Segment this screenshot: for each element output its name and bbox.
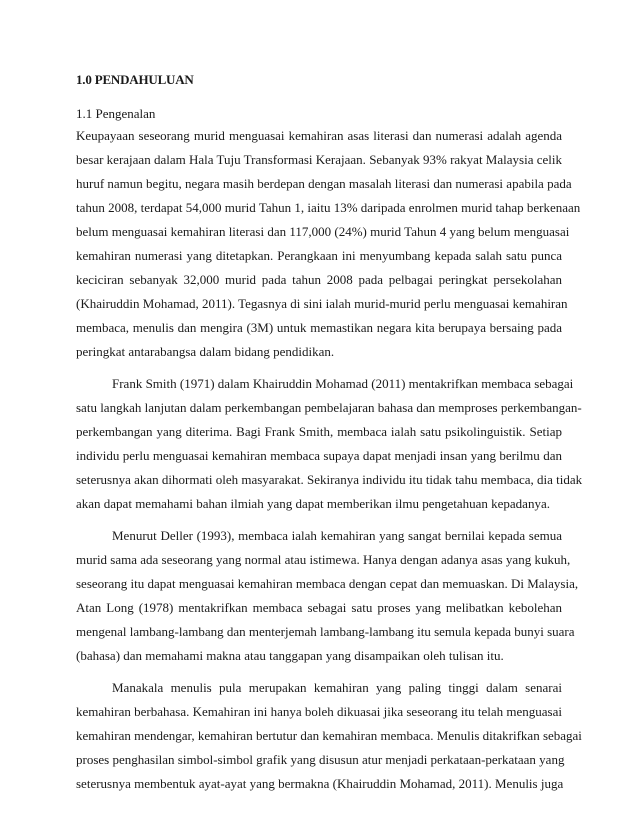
paragraph-1-line: membaca, menulis dan mengira (3M) untuk memastikan negara kita berupaya bersaing pada bbox=[76, 320, 562, 335]
paragraph-4-line: kemahiran berbahasa. Kemahiran ini hanya boleh dikuasai jika seseorang itu telah menguasai bbox=[76, 704, 562, 719]
paragraph-2-line: seterusnya akan dihormati oleh masyarakat. Sekiranya individu itu tidak tahu membaca, dia tidak bbox=[76, 472, 583, 487]
paragraph-1-line: tahun 2008, terdapat 54,000 murid Tahun 1, iaitu 13% daripada enrolmen murid tahap berkenaan bbox=[76, 200, 581, 215]
paragraph-3-line: Menurut Deller (1993), membaca ialah kemahiran yang sangat bernilai kepada semua bbox=[112, 528, 562, 543]
paragraph-3-line: seseorang itu dapat menguasai kemahiran membaca dengan cepat dan memuaskan. Di Malaysia, bbox=[76, 576, 579, 591]
paragraph-3-line: murid sama ada seseorang yang normal atau istimewa. Hanya dengan adanya asas yang kukuh, bbox=[76, 552, 571, 567]
paragraph-1-line: (Khairuddin Mohamad, 2011). Tegasnya di sini ialah murid-murid perlu menguasai kemahiran bbox=[76, 296, 568, 311]
paragraph-2-line: Frank Smith (1971) dalam Khairuddin Mohamad (2011) mentakrifkan membaca sebagai bbox=[112, 376, 574, 391]
paragraph-2-line: individu perlu menguasai kemahiran membaca supaya dapat menjadi insan yang berilmu dan bbox=[76, 448, 562, 463]
paragraph-3-line: (bahasa) dan memahami makna atau tanggapan yang disampaikan oleh tulisan itu. bbox=[76, 648, 504, 663]
paragraph-1-line: huruf namun begitu, negara masih berdepan dengan masalah literasi dan numerasi apabila pada bbox=[76, 176, 572, 191]
paragraph-1-line: Keupayaan seseorang murid menguasai kemahiran asas literasi dan numerasi adalah agenda bbox=[76, 128, 562, 143]
paragraph-4-line: seterusnya membentuk ayat-ayat yang bermakna (Khairuddin Mohamad, 2011). Menulis juga bbox=[76, 776, 564, 791]
paragraph-1-line: besar kerajaan dalam Hala Tuju Transformasi Kerajaan. Sebanyak 93% rakyat Malaysia celik bbox=[76, 152, 562, 167]
paragraph-2-line: satu langkah lanjutan dalam perkembangan pembelajaran bahasa dan memproses perkembangan- bbox=[76, 400, 582, 415]
paragraph-3-line: Atan Long (1978) mentakrifkan membaca sebagai satu proses yang melibatkan kebolehan bbox=[76, 600, 562, 615]
paragraph-3-line: mengenal lambang-lambang dan menterjemah lambang-lambang itu semula kepada bunyi suara bbox=[76, 624, 575, 639]
paragraph-1-line: belum menguasai kemahiran literasi dan 117,000 (24%) murid Tahun 4 yang belum menguasai bbox=[76, 224, 570, 239]
subsection-heading: 1.1 Pengenalan bbox=[76, 106, 156, 121]
paragraph-2-line: perkembangan yang diterima. Bagi Frank Smith, membaca ialah satu psikolinguistik. Setiap bbox=[76, 424, 562, 439]
paragraph-1-line: kemahiran numerasi yang ditetapkan. Perangkaan ini menyumbang kepada salah satu punca bbox=[76, 248, 562, 263]
paragraph-4-line: proses penghasilan simbol-simbol grafik yang disusun atur menjadi perkataan-perkataan yang bbox=[76, 752, 565, 767]
paragraph-1-line: peringkat antarabangsa dalam bidang pendidikan. bbox=[76, 344, 335, 359]
paragraph-4-line: kemahiran mendengar, kemahiran bertutur dan kemahiran membaca. Menulis ditakrifkan sebagai bbox=[76, 728, 582, 743]
paragraph-2-line: akan dapat memahami bahan ilmiah yang dapat memberikan ilmu pengetahuan kepadanya. bbox=[76, 496, 550, 511]
paragraph-1-line: keciciran sebanyak 32,000 murid pada tahun 2008 pada pelbagai peringkat persekolahan bbox=[76, 272, 562, 287]
paragraph-4-line: Manakala menulis pula merupakan kemahiran yang paling tinggi dalam senarai bbox=[112, 680, 562, 695]
section-heading: 1.0 PENDAHULUAN bbox=[76, 72, 194, 87]
